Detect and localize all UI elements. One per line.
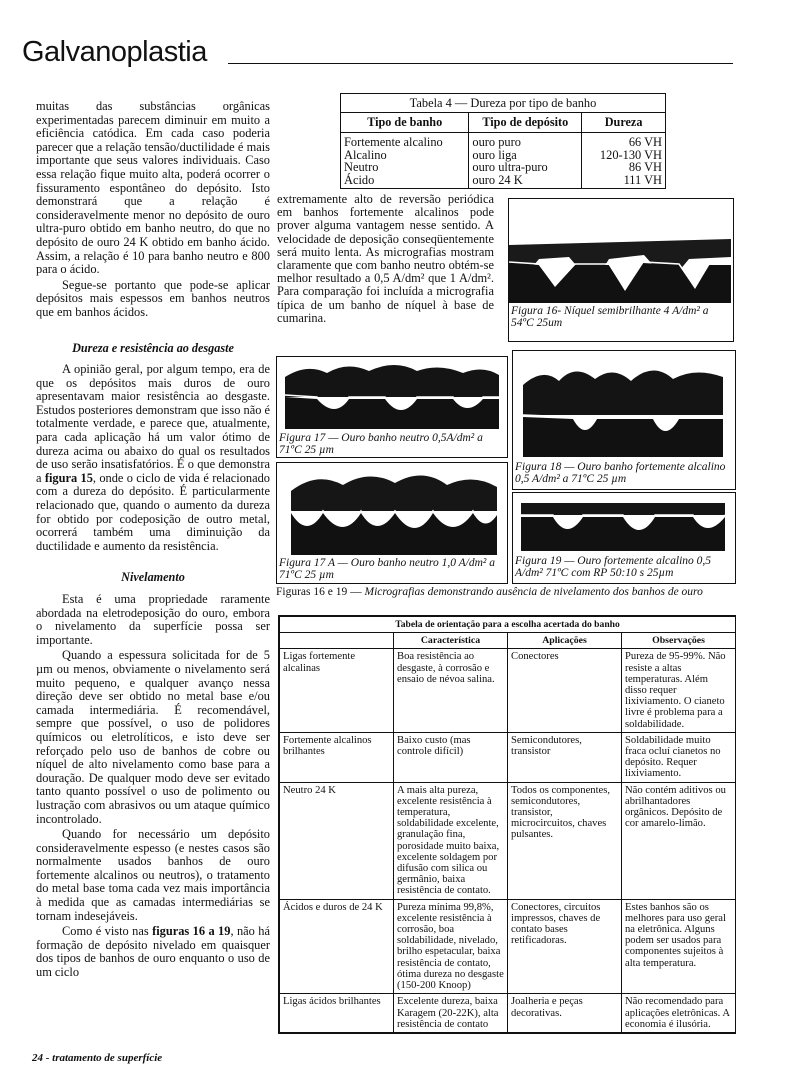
table-row: Ligas ácidos brilhantes Excelente dureza, baixa Karagem (20-22K), alta resistência de contato Joalheria e peças decorativas. Não recomendado para aplicações eletrônicas. A economia é ilusória. [280,994,736,1033]
mid-text: extremamente alto de reversão periódica em banhos fortemente alcalinos pode prover alguma vantagem nesse sentido. A velocidade de deposição conseqüentemente será muito lenta. As micrografias mostram claramente que com banho neutro obtém-se melhor resultado a 0,5 A/dm² que 1 A/dm². Para comparação foi incluída a micrografia típica de um banho de níquel à base de cumarina. [277,192,494,325]
table-row: Ácidos e duros de 24 K Pureza mínima 99,8%, excelente resistência à corrosão, boa soldabilidade, nivelado, brilho espetacular, baixa resistência de contato, ótima dureza no desgaste (150-200 Knoop) Conectores, circuitos impressos, chaves de contato bases retificadoras. Estes banhos são os melhores para uso geral na eletrônica. Alguns podem ser usados para componentes sujeitos à alta temperatura. [280,899,736,994]
hardness-table [340,93,666,189]
table-row: Neutro 24 K A mais alta pureza, excelente resistência à temperatura, soldabilidade excelente, granulação fina, porosidade muito baixa, excelente soldagem por difusão com silica ou germânio, baixa resistência de contato. Todos os componentes, semicondutores, transistor, microcircuitos, chaves pulsantes. Não contém aditivos ou abrilhantadores orgânicos. Depósito de cor amarelo-limão. [280,782,736,899]
header-rule [228,63,733,64]
section-heading: Nivelamento [121,570,185,585]
section-heading: Dureza e resistência ao desgaste [72,340,234,355]
paragraph: Esta é uma propriedade raramente abordada na eletrodeposição do ouro, embora o nivelamento da superfície possa ser importante. [36,592,270,647]
micrograph-image [277,463,505,555]
paragraph: Quando a espessura solicitada for de 5 µm ou menos, obviamente o nivelamento será muito pequeno, e qualquer avanço nessa direção deve ser obtido no metal base e/ou camada intermediária. É recomendável, sempre que possível, o uso de polidores químicos ou eletrolíticos, e isto deve ser reforçado pelo uso de banhos de cobre ou níquel de alto nivelamento como base para a douração. De qualquer modo deve ser evitado tanto quanto possível o uso de polimento ou lustração com abrasivos ou um ataque químico incontrolado. [36,648,270,826]
table-header: Observações [622,633,736,649]
table-header: Tipo de depósito [469,113,582,133]
table-row: Fortemente alcalino ouro puro 66 VH [341,133,665,149]
table-row: Fortemente alcalinos brilhantes Baixo custo (mas controle difícil) Semicondutores, transistor Soldabilidade muito fraca ocluí cianetos no depósito. Requer lixiviamento. [280,732,736,782]
table-row: Alcalino ouro liga 120-130 VH [341,149,665,162]
figure-caption: Figura 16- Níquel semibrilhante 4 A/dm² a 54ºC 25um [511,305,709,329]
table-header [280,633,394,649]
figure-18 [512,350,736,490]
figure-19 [512,492,736,584]
micrograph-image [513,493,733,551]
table-row: Neutro ouro ultra-puro 86 VH [341,161,665,174]
figure-17 [276,356,508,458]
micrograph-image [277,357,505,429]
paragraph: A opinião geral, por algum tempo, era de que os depósitos mais duros de ouro apresentavam maior resistência ao desgaste. Estudos posteriores demonstram que isso não é totalmente verdade, e parece que, atualmente, para cada aplicação há um valor ótimo de dureza acima ou abaixo do qual os resultados de uso serão insatisfatórios. É o que demonstra a figura 15, onde o ciclo de vida é relacionado com a dureza do depósito. É particularmente relacionado que, quando o aumento da dureza for obtido por codeposição de outro metal, ocorrerá também uma diminuição da ductilidade e aumento da resistência. [36,362,271,553]
micrograph-image [509,199,731,303]
orientation-table [278,615,736,1034]
table-row: Ácido ouro 24 K 111 VH [341,174,665,189]
figures-group-caption: Figuras 16 e 19 — Micrografias demonstrando ausência de nivelamento dos banhos de ouro [276,586,703,598]
table-title: Tabela 4 — Dureza por tipo de banho [341,94,665,113]
page-title: Galvanoplastia [22,36,207,68]
page-footer: 24 - tratamento de superfície [32,1052,163,1064]
table-header: Tipo de banho [341,113,469,133]
paragraph: Segue-se portanto que pode-se aplicar depósitos mais espessos em banhos neutros que em banhos ácidos. [36,277,270,319]
table-header: Característica [394,633,508,649]
figure-caption: Figura 19 — Ouro fortemente alcalino 0,5 A/dm² 71ºC com RP 50:10 s 25µm [515,555,712,579]
figure-caption: Figura 17 A — Ouro banho neutro 1,0 A/dm² a 71ºC 25 µm [279,557,495,581]
paragraph: Quando for necessário um depósito consideravelmente espesso (e nestes casos são normalmente usados banhos de ouro fortemente alcalinos ou neutros), o tratamento do metal base toma cada vez mais importância à medida que as camadas intermediárias se tornam indesejáveis. [36,827,270,923]
table-header: Dureza [582,113,665,133]
micrograph-image [513,351,733,457]
left-column [36,100,270,982]
table-title: Tabela de orientação para a escolha acertada do banho [280,617,736,633]
figure-16 [508,198,734,342]
figure-17a [276,462,508,584]
paragraph: muitas das substâncias orgânicas experimentadas parecem diminuir em muito a eficiência catódica. Em cada caso poderia parecer que a relação tensão/ductilidade é mais importante que seus valores individuais. Caso essa relação fique muito alta, poderá ocorrer o fissuramento espontâneo do depósito. Isto demonstrará que a relação é consideravelmente menor no depósito de ouro ultra-puro obtido em banho neutro, do que no depósito de ouro 24 K obtido em banho ácido. Assim, a relação é 10 para banho neutro e 800 para o ácido. [36,99,270,277]
figure-caption: Figura 18 — Ouro banho fortemente alcalino 0,5 A/dm² a 71ºC 25 µm [515,461,726,485]
paragraph: Como é visto nas figuras 16 a 19, não há formação de depósito nivelado em quaisquer dos tipos de banhos de ouro enquanto o uso de um ciclo [36,924,270,980]
table-header: Aplicações [508,633,622,649]
figure-caption: Figura 17 — Ouro banho neutro 0,5A/dm² a 71ºC 25 µm [279,432,483,456]
table-row: Ligas fortemente alcalinas Boa resistência ao desgaste, à corrosão e ensaio de névoa salina. Conectores Pureza de 95-99%. Não resiste a altas temperaturas. Além disso requer lixiviamento. O cianeto livre é problema para a soldabilidade. [280,649,736,732]
